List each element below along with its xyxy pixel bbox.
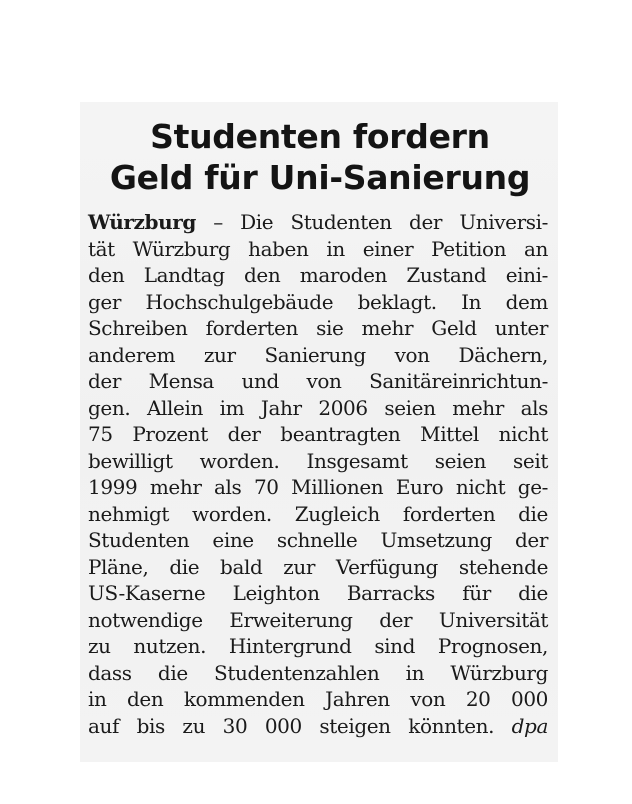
article-line: nehmigt worden. Zugleich forderten die xyxy=(88,501,548,526)
article-line: notwendige Erweiterung der Universität xyxy=(88,607,548,632)
article-line: Studenten eine schnelle Umsetzung der xyxy=(88,528,548,552)
article-line: bewilligt worden. Insgesamt seien seit xyxy=(88,448,548,473)
article-body xyxy=(88,209,548,739)
article-line: gen. Allein im Jahr 2006 seien mehr als xyxy=(88,395,548,420)
article-line-1 xyxy=(88,209,548,236)
article-line-1-text: – Die Studenten der Universi- xyxy=(195,210,548,234)
headline-line-1: Studenten fordern xyxy=(150,117,490,156)
article-line: in den kommenden Jahren von 20 000 xyxy=(88,687,548,711)
article-line: US-Kaserne Leighton Barracks für die xyxy=(88,581,548,605)
headline xyxy=(82,116,558,198)
article-line: ger Hochschulgebäude beklagt. In dem xyxy=(88,289,548,314)
article-line: Schreiben forderten sie mehr Geld unter xyxy=(88,316,548,340)
article-line: anderem zur Sanierung von Dächern, xyxy=(88,342,548,367)
dateline: Würzburg xyxy=(88,210,196,234)
article-line: 1999 mehr als 70 Millionen Euro nicht ge- xyxy=(88,475,548,499)
article-line: dass die Studentenzahlen in Würzburg xyxy=(88,660,548,685)
headline-line-2: Geld für Uni-Sanierung xyxy=(109,158,531,197)
article-line: 75 Prozent der beantragten Mittel nicht xyxy=(88,422,548,446)
article-line: der Mensa und von Sanitäreinrichtun- xyxy=(88,369,548,393)
article-line: tät Würzburg haben in einer Petition an xyxy=(88,236,548,261)
article-line: Pläne, die bald zur Verfügung stehende xyxy=(88,554,548,579)
article-line: den Landtag den maroden Zustand eini- xyxy=(88,263,548,287)
author-credit: dpa xyxy=(511,713,548,738)
article-last-line-text: auf bis zu 30 000 steigen könnten. xyxy=(88,713,495,738)
article-last-line xyxy=(88,713,548,740)
article-line: zu nutzen. Hintergrund sind Prognosen, xyxy=(88,634,548,658)
